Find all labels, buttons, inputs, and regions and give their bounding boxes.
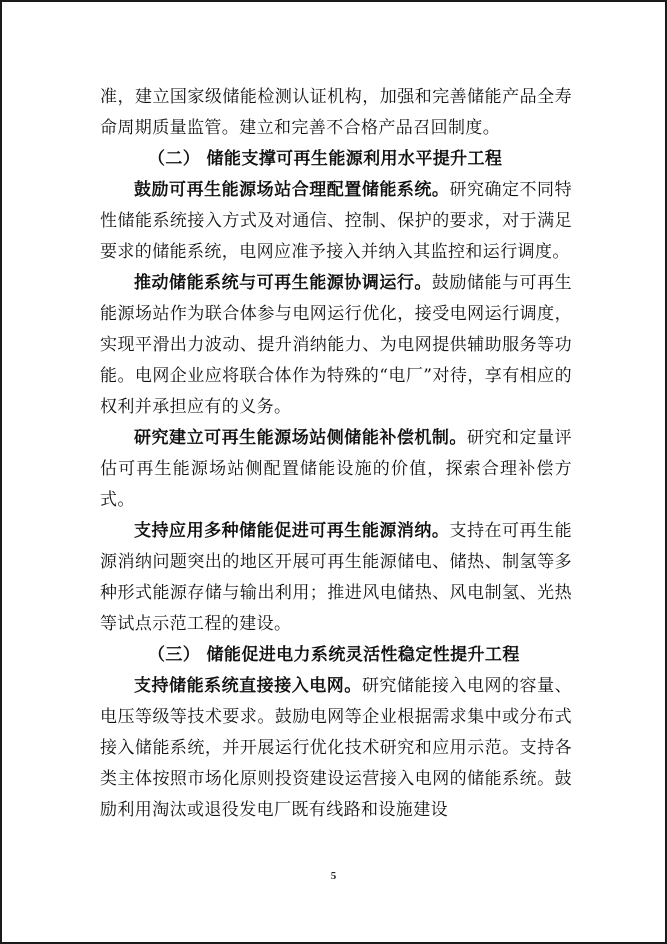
paragraph-text: 研究确定不同特性储能系统接入方式及对通信、控制、保护的要求，对于满足要求的储能系统，电网应准予接入并纳入其监控和运行调度。 (100, 180, 572, 262)
paragraph (100, 268, 572, 423)
paragraph-lead: 研究建立可再生能源场站侧储能补偿机制。 (134, 428, 467, 448)
paragraph (100, 671, 572, 826)
paragraph-text: 研究和定量评估可再生能源场站侧配置储能设施的价值，探索合理补偿方式。 (100, 428, 572, 510)
paragraph-lead: 支持储能系统直接接入电网。 (134, 676, 362, 696)
paragraph (100, 423, 572, 516)
page-number: 5 (330, 870, 337, 882)
paragraph-text: 鼓励储能与可再生能源场站作为联合体参与电网运行优化，接受电网运行调度，实现平滑出力波动、提升消纳能力、为电网提供辅助服务等功能。电网企业应将联合体作为特殊的“电厂”对待，享有相应的权利并承担应有的义务。 (100, 273, 572, 417)
paragraph-text: 研究储能接入电网的容量、电压等级等技术要求。鼓励电网等企业根据需求集中或分布式接入储能系统，并开展运行优化技术研究和应用示范。支持各类主体按照市场化原则投资建设运营接入电网的储能系统。鼓励利用淘汰或退役发电厂既有线路和设施建设 (100, 676, 572, 820)
continuation-paragraph: 准，建立国家级储能检测认证机构，加强和完善储能产品全寿命周期质量监管。建立和完善不合格产品召回制度。 (100, 87, 572, 138)
paragraph-text: 支持在可再生能源消纳问题突出的地区开展可再生能源储电、储热、制氢等多种形式能源存储与输出利用；推进风电储热、风电制氢、光热等试点示范工程的建设。 (100, 521, 572, 634)
paragraph (100, 516, 572, 640)
paragraph-lead: 鼓励可再生能源场站合理配置储能系统。 (134, 180, 450, 200)
section-heading-2: （二） 储能支撑可再生能源利用水平提升工程 (148, 149, 503, 169)
section-heading-3: （三） 储能促进电力系统灵活性稳定性提升工程 (148, 645, 520, 665)
body-text (100, 82, 572, 826)
paragraph-lead: 支持应用多种储能促进可再生能源消纳。 (134, 521, 450, 541)
paragraph-lead: 推动储能系统与可再生能源协调运行。 (134, 273, 432, 293)
paragraph (100, 175, 572, 268)
